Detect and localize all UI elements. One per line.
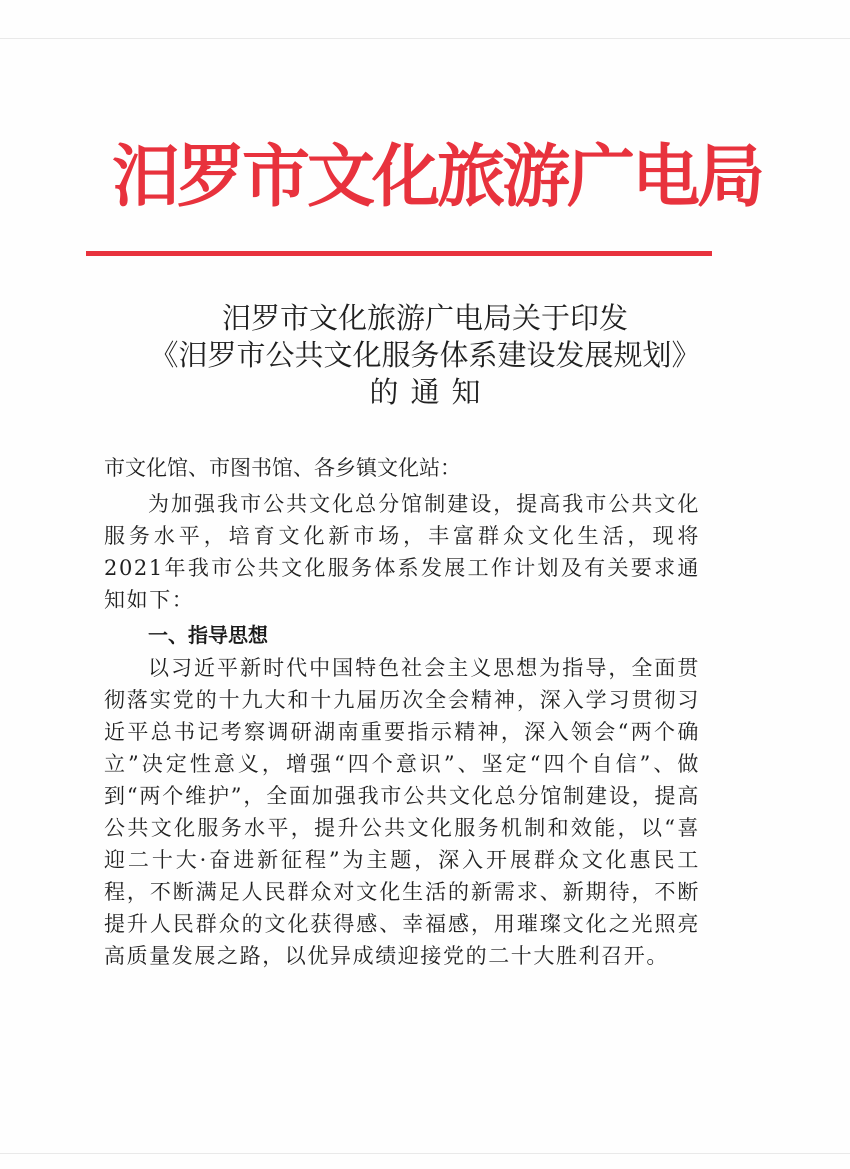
notice-title-line-3: 的通知 <box>369 375 493 409</box>
scan-artifact-line <box>0 1153 850 1154</box>
notice-title-line-1: 汨罗市文化旅游广电局关于印发 <box>221 301 628 335</box>
intro-paragraph: 为加强我市公共文化总分馆制建设，提高我市公共文化服务水平，培育文化新市场，丰富群众文化生活，现将2021年我市公共文化服务体系发展工作计划及有关要求通知如下： <box>104 492 700 612</box>
notice-title-line-2: 《汨罗市公共文化服务体系建设发展规划》 <box>149 338 701 372</box>
letterhead-title: 汨罗市文化旅游广电局 <box>112 137 763 217</box>
section-paragraph: 以习近平新时代中国特色社会主义思想为指导，全面贯彻落实党的十九大和十九届历次全会精神，深入学习贯彻习近平总书记考察调研湖南重要指示精神，深入领会“两个确立”决定性意义，增强“四个意识”、坚定“四个自信”、做到“两个维护”，全面加强我市公共文化总分馆制建设，提高公共文化服务水平，提升公共文化服务机制和效能，以“喜迎二十大·奋进新征程”为主题，深入开展群众文化惠民工程，不断满足人民群众对文化生活的新需求、新期待，不断提升人民群众的文化获得感、幸福感，用璀璨文化之光照亮高质量发展之路，以优异成绩迎接党的二十大胜利召开。 <box>104 656 700 968</box>
letterhead-red-rule <box>86 251 712 256</box>
scan-artifact-line <box>0 38 850 39</box>
notice-body <box>104 452 700 972</box>
section-heading: 一、指导思想 <box>148 623 268 647</box>
salutation: 市文化馆、市图书馆、各乡镇文化站： <box>104 456 461 480</box>
notice-title <box>95 300 755 411</box>
